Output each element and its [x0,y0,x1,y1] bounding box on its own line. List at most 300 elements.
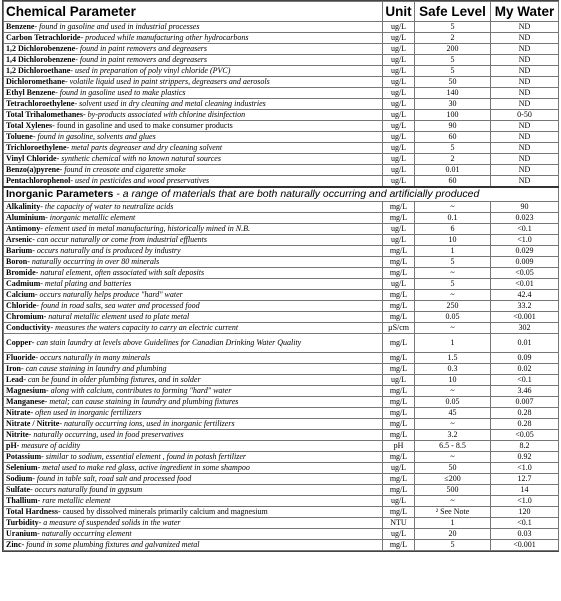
parameter-cell [4,363,383,374]
safe-level-cell: 20 [415,528,491,539]
parameter-name: Total Xylenes [6,121,53,130]
parameter-name: Alkalinity [6,201,41,211]
parameter-cell [4,143,383,154]
safe-level-cell: 2 [415,33,491,44]
table-row [4,44,559,55]
unit-cell: ug/L [383,88,415,99]
parameter-cell [4,517,383,528]
parameter-description: - can cause staining in laundry and plumbing [20,363,167,373]
parameter-description: - used in pesticides and wood preservatives [70,176,210,185]
my-water-cell: 0-50 [491,110,559,121]
parameter-cell [4,121,383,132]
my-water-cell: 8.2 [491,440,559,451]
parameter-description: - found in gasoline, solvents and glues [32,132,156,141]
parameter-name: Arsenic [6,234,33,244]
parameter-cell [4,256,383,267]
unit-cell: ug/L [383,223,415,234]
parameter-name: 1,4 Dichlorobenzene [6,55,76,64]
safe-level-cell: 140 [415,88,491,99]
parameter-description: - found in table salt, road salt and processed food [32,473,192,483]
unit-cell: mg/L [383,311,415,322]
safe-level-cell: 5 [415,539,491,550]
parameter-description: - element used in metal manufacturing, historically mined in N.B. [40,223,250,233]
safe-level-cell: 10 [415,374,491,385]
parameter-description: - found in gasoline used to make plastics [55,88,186,97]
unit-cell: ug/L [383,374,415,385]
table-row [4,385,559,396]
safe-level-cell: 1 [415,333,491,352]
unit-cell: mg/L [383,352,415,363]
parameter-name: Antimony [6,223,41,233]
table-row [4,484,559,495]
parameter-cell [4,99,383,110]
table-row [4,517,559,528]
parameter-cell [4,333,383,352]
parameter-description: - found in paint removers and degreasers [75,44,208,53]
parameter-name: Iron [6,363,21,373]
parameter-name: Barium [6,245,33,255]
parameter-cell [4,300,383,311]
parameter-description: - similar to sodium, essential element , found in potash fertilizer [41,451,247,461]
parameter-name: Magnesium [6,385,46,395]
parameter-description: - occurs naturally found in gypsum [30,484,143,494]
table-row [4,121,559,132]
parameter-name: Benzo(a)pyrene [6,165,60,174]
safe-level-cell: 0.05 [415,311,491,322]
my-water-cell: 120 [491,506,559,517]
section-cell [4,187,559,201]
unit-cell: µS/cm [383,322,415,333]
safe-level-cell: ~ [415,322,491,333]
table-row [4,256,559,267]
inorganic-section-heading [4,187,559,201]
parameter-name: Tetrachloroethylene [6,99,75,108]
parameter-name: Thallium [6,495,38,505]
table-row [4,234,559,245]
unit-cell: ug/L [383,33,415,44]
unit-cell: ug/L [383,110,415,121]
unit-cell: ug/L [383,22,415,33]
parameter-description: - can stain laundry at levels above Guidelines for Canadian Drinking Water Quality [31,338,302,347]
parameter-description: - volatile liquid used in paint strippers, degreasers and aerosols [64,77,270,86]
safe-level-cell: ~ [415,495,491,506]
safe-level-cell: 0.3 [415,363,491,374]
table-row [4,289,559,300]
parameter-name: Lead [6,374,24,384]
table-row [4,132,559,143]
table-row [4,77,559,88]
my-water-cell: ND [491,176,559,188]
parameter-name: Benzene [6,22,35,31]
unit-cell: ug/L [383,176,415,188]
header-row [4,2,559,22]
unit-cell: ug/L [383,143,415,154]
my-water-cell: ND [491,154,559,165]
table-row [4,300,559,311]
my-water-cell: ND [491,44,559,55]
unit-cell: ug/L [383,165,415,176]
parameter-name: Nitrate / Nitrite [6,418,60,428]
table-row [4,267,559,278]
my-water-cell: <0.001 [491,539,559,550]
parameter-name: Pentachlorophenol [6,176,71,185]
parameter-name: Carbon Tetrachloride [6,33,81,42]
unit-cell: ug/L [383,495,415,506]
unit-cell: NTU [383,517,415,528]
unit-cell: mg/L [383,473,415,484]
section-row [4,187,559,201]
table-row [4,143,559,154]
safe-level-cell: ~ [415,267,491,278]
parameter-description: - synthetic chemical with no known natural sources [56,154,221,163]
parameter-description: - metal; can cause staining in laundry and plumbing fixtures [44,396,239,406]
parameter-name: Fluoride [6,352,36,362]
parameter-name: Conductivity [6,322,51,332]
parameter-cell [4,55,383,66]
inorganic-section [4,201,559,550]
parameter-description: - metal used to make red glass, active ingredient in some shampoo [37,462,250,472]
unit-cell: mg/L [383,201,415,212]
my-water-cell: ND [491,88,559,99]
parameter-description: - naturally occurring element [37,528,132,538]
my-water-cell: <0.001 [491,311,559,322]
unit-cell: ug/L [383,121,415,132]
my-water-cell: 0.28 [491,407,559,418]
table-row [4,396,559,407]
parameter-description: - a measure of suspended solids in the water [38,517,181,527]
unit-cell: ug/L [383,44,415,55]
table-row [4,154,559,165]
parameter-description: - found in creosote and cigarette smoke [59,165,186,174]
safe-level-cell: ~ [415,201,491,212]
section-description: - a range of materials that are both naturally occurring and artificially produced [113,188,480,201]
safe-level-cell: 500 [415,484,491,495]
my-water-cell: 0.03 [491,528,559,539]
table-row [4,495,559,506]
unit-cell: ug/L [383,66,415,77]
parameter-cell [4,223,383,234]
parameter-cell [4,418,383,429]
parameter-name: Copper [6,338,32,347]
table-row [4,223,559,234]
parameter-description: - metal parts degreaser and dry cleaning solvent [66,143,223,152]
table-row [4,88,559,99]
my-water-cell: 0.92 [491,451,559,462]
parameter-cell [4,289,383,300]
parameter-description: - occurs naturally helps produce "hard" water [34,289,183,299]
parameter-name: Boron [6,256,28,266]
unit-cell: mg/L [383,385,415,396]
table-row [4,22,559,33]
safe-level-cell: 100 [415,110,491,121]
table-row [4,407,559,418]
parameter-description: - often used in inorganic fertilizers [30,407,142,417]
safe-level-cell: 5 [415,22,491,33]
safe-level-cell: 250 [415,300,491,311]
header-unit: Unit [383,2,415,22]
parameter-cell [4,495,383,506]
parameter-name: Trichloroethylene [6,143,67,152]
parameter-name: Nitrite [6,429,29,439]
safe-level-cell: 0.01 [415,165,491,176]
water-quality-table [3,1,559,551]
header-safe-level: Safe Level [415,2,491,22]
parameter-description: - found in gasoline and used in industrial processes [34,22,200,31]
parameter-name: Chloride [6,300,37,310]
my-water-cell: 0.02 [491,363,559,374]
table-row [4,451,559,462]
safe-level-cell: ~ [415,451,491,462]
unit-cell: mg/L [383,289,415,300]
table-row [4,55,559,66]
table-row [4,322,559,333]
my-water-cell: 42.4 [491,289,559,300]
safe-level-cell: ~ [415,418,491,429]
parameter-description: - the capacity of water to neutralize acids [40,201,174,211]
parameter-name: Ethyl Benzene [6,88,56,97]
my-water-cell: ND [491,121,559,132]
unit-cell: ug/L [383,99,415,110]
my-water-cell: ND [491,99,559,110]
my-water-cell: 0.28 [491,418,559,429]
table-row [4,165,559,176]
parameter-cell [4,539,383,550]
parameter-cell [4,451,383,462]
parameter-name: 1,2 Dichlorobenzene [6,44,76,53]
parameter-name: Dichloromethane [6,77,65,86]
parameter-description: - caused by dissolved minerals primarily calcium and magnesium [57,506,268,516]
unit-cell: mg/L [383,256,415,267]
my-water-cell: ND [491,77,559,88]
my-water-cell: 14 [491,484,559,495]
parameter-cell [4,165,383,176]
organic-section [4,22,559,188]
unit-cell: mg/L [383,333,415,352]
unit-cell: mg/L [383,539,415,550]
parameter-description: - found in some plumbing fixtures and galvanized metal [21,539,200,549]
my-water-cell: ND [491,66,559,77]
my-water-cell: ND [491,22,559,33]
unit-cell: mg/L [383,245,415,256]
safe-level-cell: ² See Note [415,506,491,517]
table-row [4,33,559,44]
header-my-water: My Water [491,2,559,22]
table-row [4,99,559,110]
table-row [4,176,559,188]
parameter-cell [4,429,383,440]
unit-cell: mg/L [383,396,415,407]
header-parameter: Chemical Parameter [4,2,383,22]
parameter-description: - produced while manufacturing other hydrocarbons [80,33,249,42]
my-water-cell: <0.05 [491,429,559,440]
table-row [4,539,559,550]
parameter-name: Potassium [6,451,42,461]
parameter-description: - along with calcium, contributes to forming "hard" water [46,385,232,395]
parameter-name: Sulfate [6,484,30,494]
parameter-cell [4,407,383,418]
parameter-cell [4,374,383,385]
safe-level-cell: 60 [415,176,491,188]
safe-level-cell: ~ [415,289,491,300]
table-row [4,245,559,256]
parameter-description: - can occur naturally or come from industrial effluents [32,234,208,244]
parameter-cell [4,234,383,245]
my-water-cell: ND [491,132,559,143]
safe-level-cell: 2 [415,154,491,165]
table-row [4,473,559,484]
safe-level-cell: 50 [415,77,491,88]
parameter-cell [4,267,383,278]
unit-cell: mg/L [383,451,415,462]
unit-cell: ug/L [383,462,415,473]
table-row [4,462,559,473]
safe-level-cell: 0.1 [415,212,491,223]
my-water-cell: 33.2 [491,300,559,311]
parameter-cell [4,110,383,121]
safe-level-cell: 90 [415,121,491,132]
parameter-cell [4,245,383,256]
table-row [4,110,559,121]
parameter-name: Nitrate [6,407,31,417]
parameter-description: - used in preparation of poly vinyl chloride (PVC) [70,66,231,75]
parameter-cell [4,176,383,188]
parameter-cell [4,322,383,333]
unit-cell: ug/L [383,77,415,88]
parameter-name: pH [6,440,17,450]
parameter-description: - solvent used in dry cleaning and metal cleaning industries [74,99,266,108]
parameter-name: Vinyl Chloride [6,154,57,163]
unit-cell: mg/L [383,429,415,440]
parameter-description: - occurs naturally and is produced by industry [32,245,181,255]
table-row [4,212,559,223]
my-water-cell: 3.46 [491,385,559,396]
safe-level-cell: 5 [415,55,491,66]
parameter-description: - by-products associated with chlorine disinfection [82,110,246,119]
my-water-cell: <0.1 [491,374,559,385]
parameter-name: Chromium [6,311,44,321]
parameter-cell [4,506,383,517]
table-row [4,311,559,322]
parameter-cell [4,528,383,539]
unit-cell: ug/L [383,154,415,165]
safe-level-cell: 5 [415,256,491,267]
parameter-cell [4,132,383,143]
my-water-cell: 0.009 [491,256,559,267]
parameter-cell [4,385,383,396]
parameter-name: Cadmium [6,278,41,288]
safe-level-cell: 3.2 [415,429,491,440]
unit-cell: ug/L [383,278,415,289]
my-water-cell: 0.029 [491,245,559,256]
safe-level-cell: 10 [415,234,491,245]
parameter-description: - found in gasoline and used to make consumer products [52,121,233,130]
safe-level-cell: 6.5 - 8.5 [415,440,491,451]
unit-cell: mg/L [383,267,415,278]
safe-level-cell: 200 [415,44,491,55]
my-water-cell: ND [491,165,559,176]
my-water-cell: ND [491,55,559,66]
parameter-cell [4,33,383,44]
my-water-cell: 0.007 [491,396,559,407]
safe-level-cell: 1 [415,517,491,528]
parameter-name: Aluminium [6,212,46,222]
parameter-cell [4,154,383,165]
my-water-cell: 302 [491,322,559,333]
safe-level-cell: ~ [415,385,491,396]
parameter-name: 1,2 Dichloroethane [6,66,71,75]
parameter-cell [4,212,383,223]
parameter-description: - can be found in older plumbing fixtures, and in solder [23,374,201,384]
table-row [4,374,559,385]
parameter-name: Calcium [6,289,35,299]
my-water-cell: ND [491,143,559,154]
table-row [4,440,559,451]
parameter-cell [4,462,383,473]
parameter-name: Uranium [6,528,38,538]
safe-level-cell: ≤200 [415,473,491,484]
parameter-cell [4,484,383,495]
unit-cell: mg/L [383,506,415,517]
parameter-name: Selenium [6,462,38,472]
my-water-cell: <1.0 [491,495,559,506]
parameter-name: Total Hardness [6,506,58,516]
unit-cell: mg/L [383,418,415,429]
parameter-description: - naturally occurring in over 80 minerals [27,256,160,266]
my-water-cell: <0.1 [491,517,559,528]
my-water-cell: <1.0 [491,234,559,245]
parameter-description: - measure of acidity [16,440,81,450]
parameter-name: Zinc [6,539,22,549]
table-row [4,201,559,212]
my-water-cell: 90 [491,201,559,212]
unit-cell: ug/L [383,234,415,245]
parameter-cell [4,22,383,33]
parameter-cell [4,77,383,88]
safe-level-cell: 50 [415,462,491,473]
table-row [4,429,559,440]
table-row [4,66,559,77]
safe-level-cell: 1.5 [415,352,491,363]
section-title: Inorganic Parameters [6,188,114,201]
parameter-cell [4,88,383,99]
unit-cell: ug/L [383,55,415,66]
table-row [4,352,559,363]
parameter-description: - occurs naturally in many minerals [35,352,151,362]
safe-level-cell: 45 [415,407,491,418]
my-water-cell: 0.01 [491,333,559,352]
table-row [4,528,559,539]
parameter-description: - found in paint removers and degreasers [75,55,208,64]
parameter-name: Total Trihalomethanes [6,110,83,119]
my-water-cell: 0.09 [491,352,559,363]
parameter-cell [4,352,383,363]
unit-cell: mg/L [383,212,415,223]
parameter-cell [4,440,383,451]
table-row [4,333,559,352]
parameter-description: - natural element, often associated with salt deposits [35,267,205,277]
safe-level-cell: 30 [415,99,491,110]
parameter-name: Manganese [6,396,45,406]
unit-cell: mg/L [383,484,415,495]
parameter-description: - inorganic metallic element [45,212,136,222]
parameter-cell [4,201,383,212]
parameter-description: - measures the waters capacity to carry an electric current [50,322,239,332]
parameter-description: - metal plating and batteries [40,278,132,288]
parameter-cell [4,66,383,77]
parameter-cell [4,278,383,289]
unit-cell: mg/L [383,407,415,418]
parameter-cell [4,311,383,322]
